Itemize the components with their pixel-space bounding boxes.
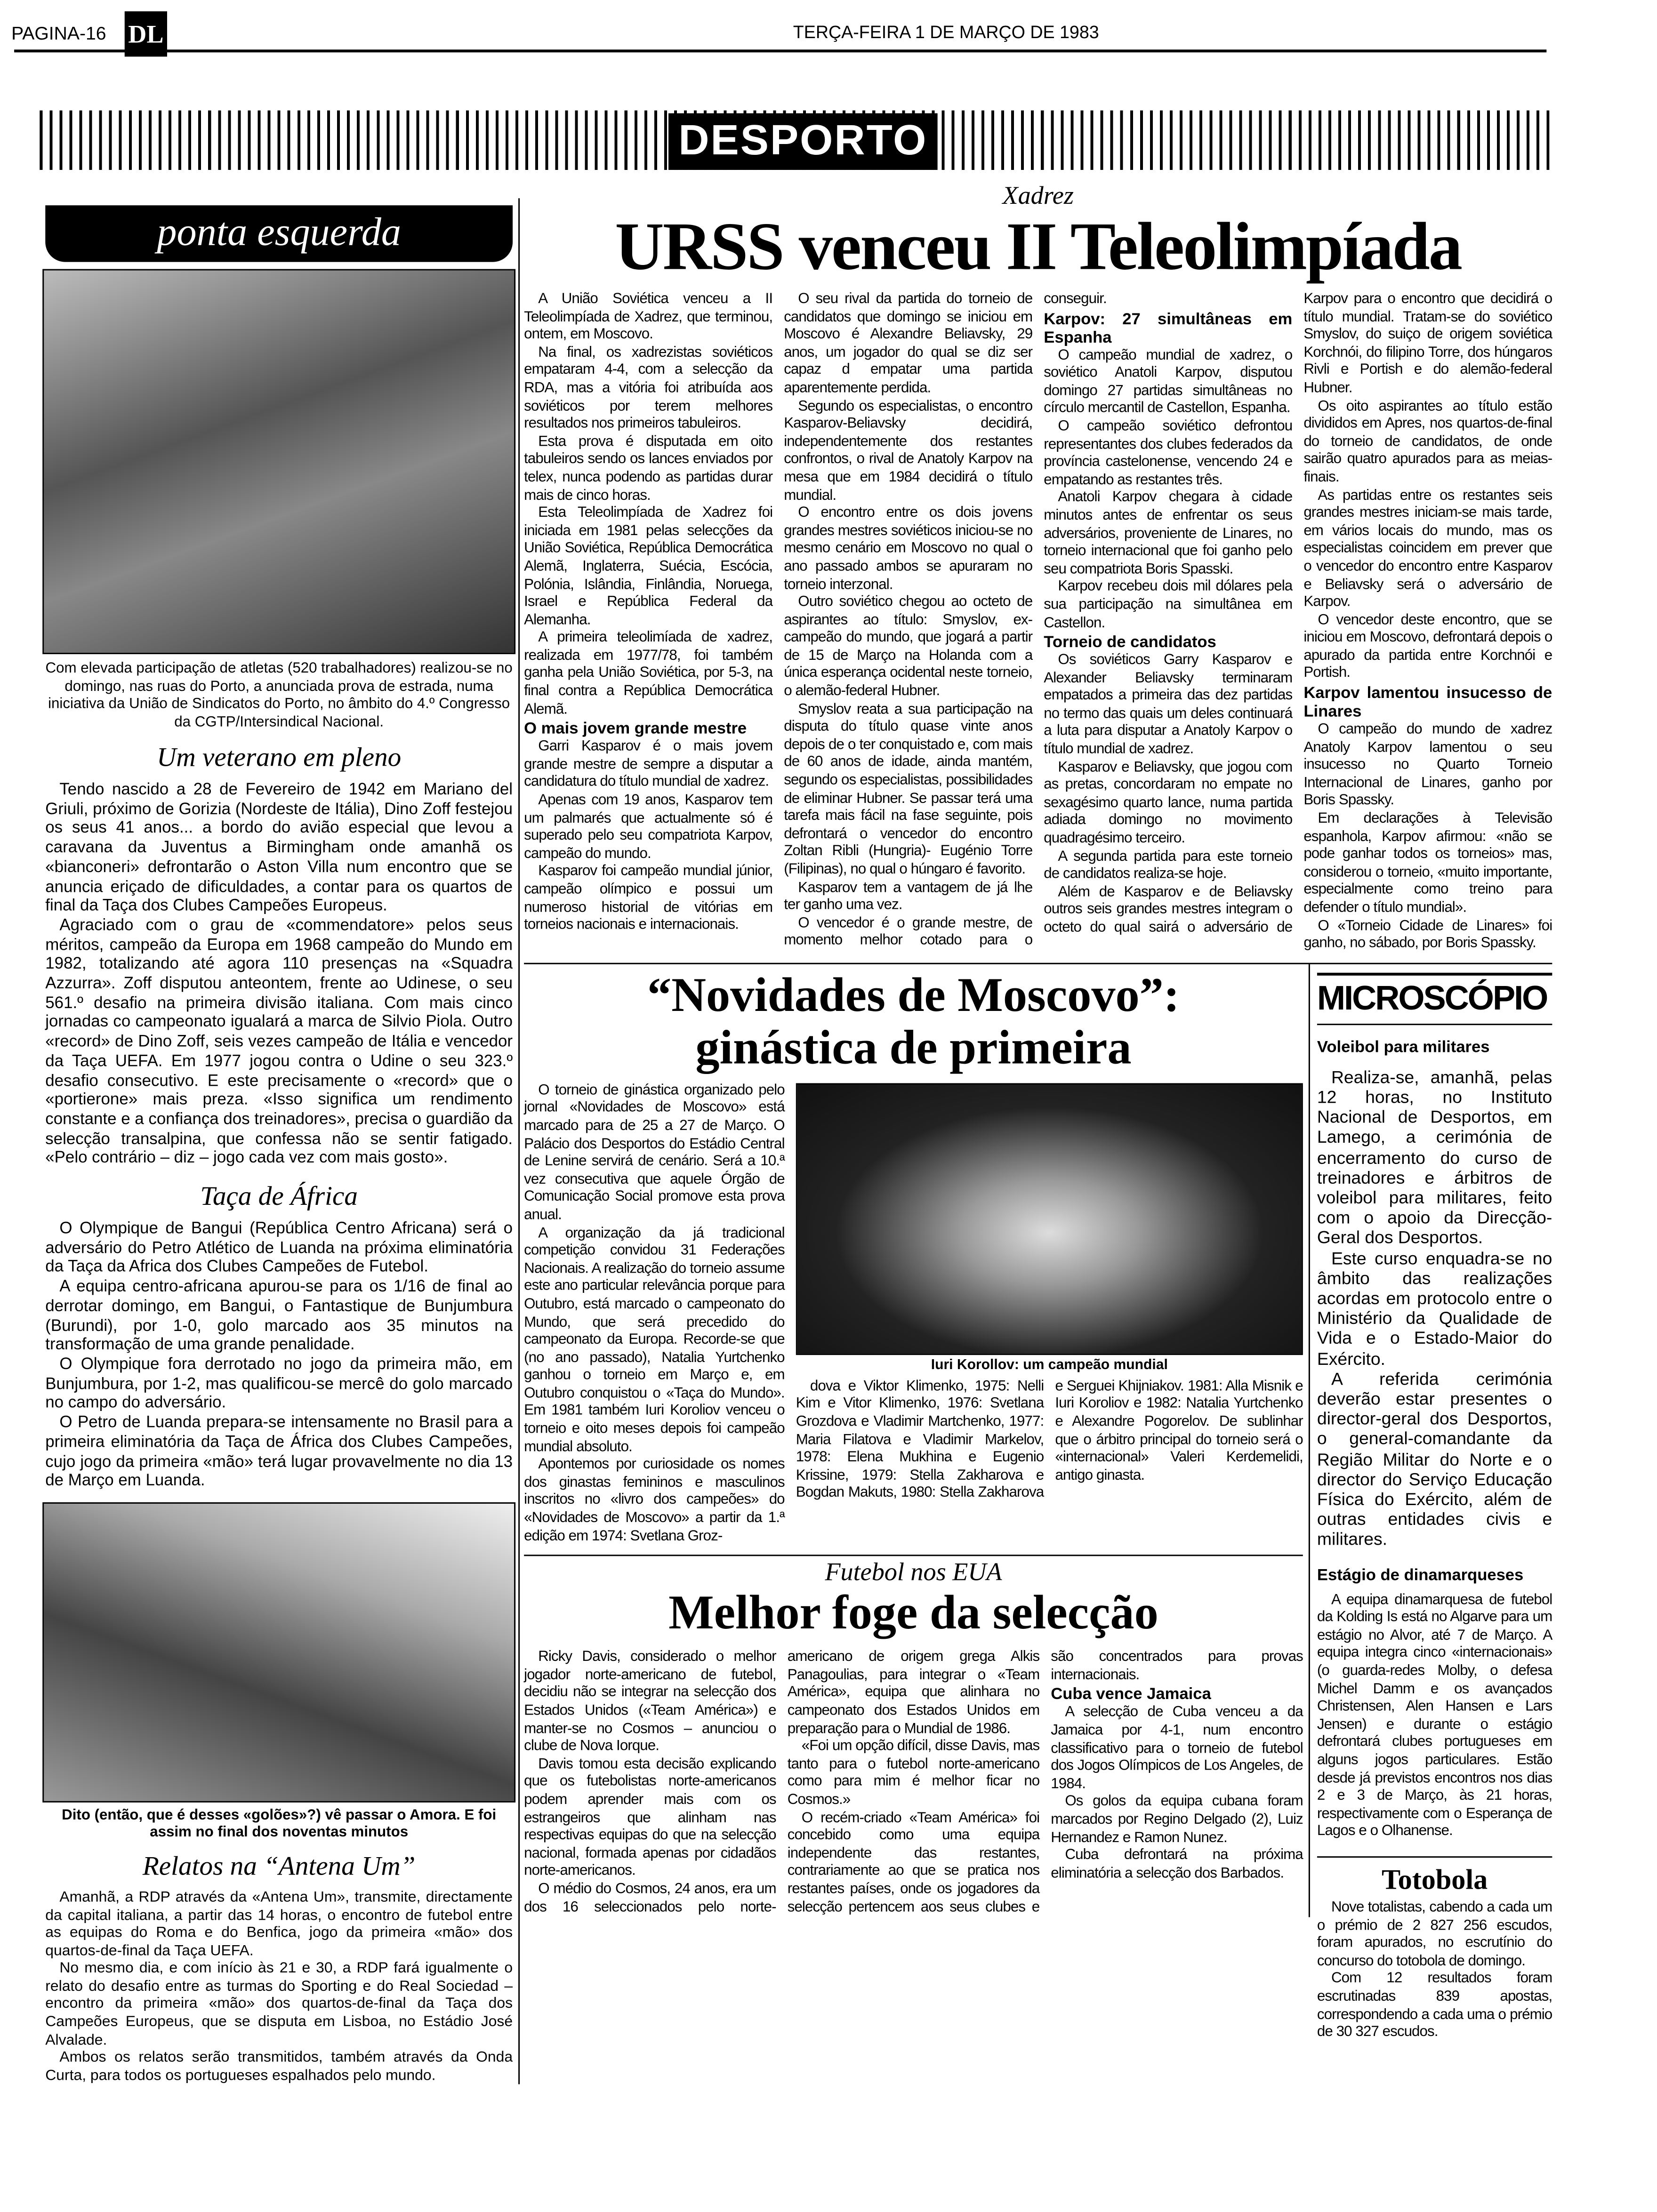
paragraph: A equipa centro-africana apurou-se para os 1/16 de final ao derrotar domingo, em Bangui, o Fantastique de Bunjumbura (Burundi), por 1-0, golo marcado aos 35 minutos na transformação de uma grande penalidade.: [45, 1277, 513, 1354]
paragraph: Outro soviético chegou ao octeto de aspirantes ao título: Smyslov, ex-campeão do mundo, que jogará a partir de 15 de Março na Holanda com a única esperança ocidental neste torneio, o alemão-federal Hubner.: [784, 594, 1033, 700]
paragraph: Com 12 resultados foram escrutinadas 839 apostas, correspondendo a cada uma o prémio de 30 327 escudos.: [1317, 1971, 1552, 2041]
paragraph: O médio do Cosmos, 24 anos, era um dos 16 seleccionados pelo norte-americano de origem grega Alkis Panagoulias, para integrar o «Team América», equipa que alinhara no campeonato dos Estados Unidos em preparação para o Mundial de 1986.: [524, 1650, 1040, 1915]
photo-road-race: [42, 269, 515, 654]
paragraph: «Foi um opção difícil, disse Davis, mas tanto para o futebol norte-americano como para mim é melhor ficar no Cosmos.»: [787, 1739, 1040, 1808]
paragraph: O encontro entre os dois jovens grandes mestres soviéticos iniciou-se no mesmo cenário em Moscovo no qual o ano passado ambos se apuraram no torneio interzonal.: [784, 505, 1033, 593]
paragraph: Davis tomou esta decisão explicando que os futebolistas norte-americanos podem aprender mais com os estrangeiros que alinham nas respectivas equipas do que na selecção nacional, formada apenas por cidadãos norte-americanos.: [524, 1756, 776, 1880]
paragraph: No mesmo dia, e com início às 21 e 30, a RDP fará igualmente o relato do desafio entre as turmas do Sporting e do Real Sociedad – encontro da primeira «mão» dos quartos-de-final da Taça dos Campeões Europeus, que se disputa em Lisboa, no Estádio José Alvalade.: [45, 1960, 513, 2049]
paragraph: A equipa dinamarquesa de futebol da Kolding Is está no Algarve para um estágio no Alvor, até 7 de Março. A equipa integra cinco «internacionais» (o guarda-redes Molby, o defesa Michel Damm e os avançados Christensen, Alen Hansen e Lars Jensen) e durante o estágio defrontará clubes portugueses em alguns jogos particulares. Estão desde já previstos encontros nos dias 2 e 3 de Março, às 21 horas, respectivamente com o Esperança de Lagos e o Olhanense.: [1317, 1592, 1552, 1840]
paragraph: Anatoli Karpov chegara à cidade minutos antes de enfrentar os seus adversários, proveniente de Linares, no torneio internacional que foi ganho pelo seu compatriota Boris Spasski.: [1044, 490, 1293, 577]
microscopio-column: [1310, 964, 1552, 2043]
article-title: Um veterano em pleno: [157, 743, 402, 773]
brief-body: [1317, 1900, 1552, 2043]
paragraph: Realiza-se, amanhã, pelas 12 horas, no Instituto Nacional de Desportos, em Lamego, a cerimónia de encerramento do curso de treinadores e árbitros de voleibol para militares, feito com o apoio da Direcção-Geral dos Desportos.: [1317, 1067, 1552, 1248]
subheading: Karpov: 27 simultâneas em Espanha: [1044, 311, 1293, 346]
issue-date: TERÇA-FEIRA 1 DE MARÇO DE 1983: [793, 23, 1099, 43]
paragraph: Em declarações à Televisão espanhola, Karpov afirmou: «não se pode ganhar todos os torneios» mas, considerou o torneio, «muito importante, especialmente como treino para defender o título mundial».: [1303, 811, 1552, 916]
paragraph: Nove totalistas, cabendo a cada um o prémio de 2 827 256 escudos, foram apurados, no escrutínio do concurso do totobola de domingo.: [1317, 1900, 1552, 1970]
paragraph: O torneio de ginástica organizado pelo jornal «Novidades de Moscovo» está marcado para de 25 a 27 de Março. O Palácio dos Desportos do Estádio Central de Lenine servirá de cenário. Será a 10.ª vez consecutiva que aquele Órgão de Comunicação Social promove esta prova anual.: [524, 1082, 785, 1224]
subheading: Torneio de candidatos: [1044, 634, 1216, 652]
paragraph: O campeão do mundo de xadrez Anatoly Karpov lamentou o seu insucesso no Quarto Torneio Internacional de Linares, ganho por Boris Spassky.: [1303, 722, 1552, 809]
photo-caption: Iuri Korollov: um campeão mundial: [931, 1357, 1168, 1373]
paragraph: Agraciado com o grau de «commendatore» pelos seus méritos, campeão da Europa em 1968 campeão do Mundo em 1982, totalizando até agora 110 presenças na «Squadra Azzurra». Zoff disputou anteontem, frente ao Udinese, o seu 561.º desafio na primeira divisão italiana. Com mais cinco jornadas co campeonato igualará a marca de Silvio Piola. Outro «record» de Dino Zoff, seis vezes campeão de Itália e vencedor da Taça UEFA. Em 1977 jogou contra o Udine o seu 323.º desafio consecutivo. E este precisamente o «record» que o «portierone» mais preza. «Isso significa um rendimento constante e a confiança dos treinadores», precisa o guardião da selecção transalpina, que confessa não se sentir fatigado. «Pelo contrário – diz – jogo cada vez com mais gosto».: [45, 916, 513, 1168]
paragraph: O campeão mundial de xadrez, o soviético Anatoli Karpov, disputou domingo 27 partidas simultâneas no círculo mercantil de Castellon, Espanha.: [1044, 347, 1293, 417]
paragraph: O vencedor deste encontro, que se iniciou em Moscovo, defrontará depois o apurado da partida entre Korchnói e Portish.: [1303, 612, 1552, 682]
microscopio-logo: MICROSCÓPIO: [1317, 972, 1552, 1025]
paragraph: Karpov recebeu dois mil dólares pela sua participação na simultânea em Castellon.: [1044, 579, 1293, 631]
paragraph: O campeão soviético defrontou representantes dos clubes federados da província castelonense, vencendo 24 e empatando as restantes três.: [1044, 419, 1293, 489]
paragraph: A primeira teleolimíada de xadrez, realizada em 1977/78, foi também ganha pela União Soviética, por 5-3, na final contra a República Democrática Alemã.: [524, 630, 773, 718]
subheading: Karpov lamentou insucesso de Linares: [1303, 685, 1552, 721]
paragraph: As partidas entre os restantes seis grandes mestres iniciam-se mais tarde, em vários locais do mundo, mas os especialistas coincidem em prever que o vencedor do encontro entre Kasparov e Beliavsky será o adversário de Karpov.: [1303, 488, 1552, 610]
section-title: DESPORTO: [668, 113, 938, 170]
left-column: [40, 198, 520, 2085]
headline: Melhor foge da selecção: [668, 1587, 1158, 1640]
article-body: [524, 292, 1552, 954]
paragraph: Kasparov tem a vantagem de já lhe ter ganho uma vez.: [784, 880, 1033, 914]
article-kicker: Xadrez: [1002, 181, 1074, 210]
article-body: [524, 1083, 785, 1547]
paragraph: Este curso enquadra-se no âmbito das realizações acordas em protocolo entre o Ministério da Qualidade de Vida e o Estado-Maior do Exército.: [1317, 1248, 1552, 1369]
paragraph: A União Soviética venceu a II Teleolimpíada de Xadrez, que terminou, ontem, em Moscovo.: [524, 291, 773, 343]
paragraph: Smyslov reata a sua participação na disputa do título quase vinte anos depois de o ter conquistado e, com mais de 60 anos de idade, ainda mantém, segundo os especialistas, possibilidades de eliminar Hubner. Se passar terá uma tarefa mais fácil na fase seguinte, pois defrontará o vencedor do encontro Zoltan Ribli (Hungria)- Eugénio Torre (Filipinas), no qual o húngaro é favorito.: [784, 702, 1033, 878]
article-title: Relatos na “Antena Um”: [142, 1851, 416, 1882]
paragraph: Os golos da equipa cubana foram marcados por Regino Delgado (2), Luiz Hernandez e Ramon Nunez.: [1051, 1794, 1303, 1846]
brief-body: [1317, 1593, 1552, 1842]
article-kicker: Futebol nos EUA: [825, 1558, 1002, 1587]
paragraph: Tendo nascido a 28 de Fevereiro de 1942 em Mariano del Griuli, próximo de Gorizia (Nordeste de Itália), Dino Zoff festejou os seus 41 anos... a bordo do avião especial que levou a caravana da Juventus a Birmingham onde amanhã os «bianconeri» defrontarão o Aston Villa num encontro que se anuncia eriçado de dificuldades, a contar para os quartos de final da Taça dos Clubes Campeões Europeus.: [45, 780, 513, 915]
headline-line: “Novidades de Moscovo”:: [647, 970, 1180, 1022]
paragraph: Esta prova é disputada em oito tabuleiros sendo os lances enviados por telex, nunca podendo as partidas durar mais de cinco horas.: [524, 434, 773, 504]
photo-caption: Com elevada participação de atletas (520 trabalhadores) realizou-se no domingo, nas ruas do Porto, a anunciada prova de estrada, numa iniciativa da União de Sindicatos do Porto, no âmbito do 4.º Congresso da CGTP/Intersindical Nacional.: [45, 661, 513, 730]
paragraph: Os soviéticos Garry Kasparov e Alexander Beliavsky terminaram empatados a primeira das dez partidas no termo das quais um deles continuará a luta para disputar a Anatoly Karpov o título mundial de xadrez.: [1044, 653, 1293, 758]
paragraph: Ambos os relatos serão transmitidos, também através da Onda Curta, para todos os portugueses espalhados pelo mundo.: [45, 2049, 513, 2084]
brief-body: [1317, 1067, 1552, 1550]
paragraph: Amanhã, a RDP através da «Antena Um», transmite, directamente da capital italiana, a partir das 14 horas, o encontro de futebol entre as equipas do Roma e do Benfica, jogo da primeira «mão» dos quartos-de-final da Taça UEFA.: [45, 1889, 513, 1959]
paragraph: Kasparov foi campeão mundial júnior, campeão olímpico e possui um numeroso historial de vitórias em torneios nacionais e internacionais.: [524, 864, 773, 934]
newspaper-logo: DL: [125, 11, 167, 56]
paragraph: O «Torneio Cidade de Linares» foi ganho, no sábado, por Boris Spassky.: [1303, 918, 1552, 952]
paragraph: O recém-criado «Team América» foi concebido como uma equipa independente das restantes, contrariamente ao que se pratica nos restantes países, onde os jogadores da selecção pertencem aos seus clubes e são concentrados para provas internacionais.: [787, 1650, 1303, 1915]
paragraph: A organização da já tradicional competição convidou 31 Federações Nacionais. A realização do torneio assume este ano particular relevância porque para Outubro, está marcado o campeonato do Mundo, que será precedido do campeonato da Europa. Recorde-se que (no ano passado), Natalia Yurtchenko ganhou o torneio em Março e, em Outubro conquistou o «Taça do Mundo». Em 1981 também Iuri Koroliov venceu o torneio e oito meses depois foi campeão mundial absoluto.: [524, 1225, 785, 1455]
paragraph: A referida cerimónia deverão estar presentes o director-geral dos Desportos, o general-comandante da Região Militar do Norte e o director do Serviço Educação Física do Exército, além de outras entidades civis e militares.: [1317, 1369, 1552, 1550]
totobola-box: [1317, 1856, 1552, 2043]
photo-caption: Dito (então, que é desses «golões»?) vê passar o Amora. E foi assim no final dos noventas minutos: [62, 1808, 497, 1842]
article-body: [796, 1379, 1303, 1504]
paragraph: Na final, os xadrezistas soviéticos empataram 4-4, com a selecção da RDA, mas a vitória foi atribuída aos soviéticos por terem melhores resultados nos primeiros tabuleiros.: [524, 345, 773, 433]
paragraph: A selecção de Cuba venceu a da Jamaica por 4-1, num encontro classificativo para o torneio de futebol dos Jogos Olímpicos de Los Angeles, de 1984.: [1051, 1705, 1303, 1793]
article-body: [40, 780, 518, 1169]
subheading: Cuba vence Jamaica: [1051, 1687, 1211, 1704]
brief-title: Totobola: [1382, 1865, 1488, 1896]
paragraph: Segundo os especialistas, o encontro Kasparov-Beliavsky decidirá, independentemente dos restantes confrontos, o rival de Anatoly Karpov na mesa que em 1984 decidirá o título mundial.: [784, 399, 1033, 504]
paragraph: O Olympique de Bangui (República Centro Africana) será o adversário do Petro Atlético de Luanda na próxima eliminatória da Taça da Africa dos Clubes Campeões de Futebol.: [45, 1219, 513, 1277]
subheading: O mais jovem grande mestre: [524, 721, 747, 738]
headline: [524, 970, 1303, 1074]
gymnastics-right: [796, 1083, 1303, 1504]
paragraph: Cuba defrontará na próxima eliminatória a selecção dos Barbados.: [1051, 1848, 1303, 1882]
headline-line: ginástica de primeira: [695, 1022, 1132, 1074]
headline: URSS venceu II Teleolimpíada: [615, 209, 1461, 285]
paragraph: Garri Kasparov é o mais jovem grande mestre de sempre a disputar a candidatura do título mundial de xadrez.: [524, 739, 773, 791]
paragraph: O vencedor é o grande mestre, de momento melhor cotado para o conseguir.: [784, 291, 1107, 949]
gymnastics-article: [524, 1083, 1303, 1547]
paragraph: O Petro de Luanda prepara-se intensamente no Brasil para a primeira eliminatória da Taça de África dos Clubes Campeões, cujo jogo da primeira «mão» terá lugar provavelmente no dia 13 de Março em Luanda.: [45, 1413, 513, 1490]
paragraph: Além de Kasparov e de Beliavsky outros seis grandes mestres integram o octeto do qual sairá o adversário de Karpov para o encontro que decidirá o título mundial. Tratam-se do soviético Smyslov, do suiço de origem soviética Korchnói, do filipino Torre, dos húngaros Rivli e Portish e do alemão-federal Hubner.: [1044, 291, 1552, 936]
header-rule: [14, 49, 1546, 52]
main-region: [524, 181, 1552, 2043]
article-body: [40, 1219, 518, 1491]
lower-left: [524, 964, 1310, 1917]
page-number: PAGINA-16: [11, 23, 106, 44]
article-title: Taça de África: [200, 1182, 358, 1212]
brief-title: Voleibol para militares: [1317, 1039, 1490, 1056]
column-title: ponta esquerda: [45, 205, 513, 262]
paragraph: O Olympique fora derrotado no jogo da primeira mão, em Bunjumbura, por 1-2, mas qualificou-se mercê do golo marcado no campo do adversário.: [45, 1355, 513, 1412]
lower-region: [524, 962, 1552, 2043]
photo-football-match: [42, 1502, 515, 1803]
paragraph: Kasparov e Beliavsky, que jogou com as pretas, concordaram no empate no sexagésimo quarto lance, numa partida adiada domingo no movimento quadragésimo terceiro.: [1044, 760, 1293, 847]
paragraph: O seu rival da partida do torneio de candidatos que domingo se iniciou em Moscovo é Alexandre Beliavsky, 29 anos, um jogador do qual se diz ser capaz d empatar uma partida aparentemente perdida.: [784, 291, 1033, 397]
photo-gymnast: [796, 1083, 1303, 1355]
paragraph: A segunda partida para este torneio de candidatos realiza-se hoje.: [1044, 849, 1293, 882]
paragraph: dova e Viktor Klimenko, 1975: Nelli Kim e Vitor Klimenko, 1976: Svetlana Grozdova e Vladimir Martchenko, 1977: Maria Filatova e Vladimir Markelov, 1978: Elena Mukhina e Eugenio Krissine, 1979: Stella Zakharova e Bogdan Makuts, 1980: Stella Zakharova e Serguei Khijniakov. 1981: Alla Misnik e Iuri Koroliov e 1982: Natalia Yurtchenko e Alexandre Pogorelov. De sublinhar que o árbitro principal do torneio será o «internacional» Valeri Kerdemelidi, antigo ginasta.: [796, 1378, 1303, 1502]
paragraph: Os oito aspirantes ao título estão divididos em Apres, nos quartos-de-final do torneio de candidatos, de onde sairão quatro apurados para as meias-finais.: [1303, 399, 1552, 486]
paragraph: Apontemos por curiosidade os nomes dos ginastas femininos e masculinos inscritos no «livro dos campeões» do «Novidades de Moscovo» a partir da 1.ª edição em 1974: Svetlana Groz-: [524, 1457, 785, 1545]
article-body: [40, 1889, 518, 2085]
paragraph: Esta Teleolimpíada de Xadrez foi iniciada em 1981 pelas selecções da União Soviética, República Democrática Alemã, Inglaterra, Suécia, Escócia, Polónia, Islândia, Finlândia, Noruega, Israel e República Federal da Alemanha.: [524, 505, 773, 628]
paragraph: Ricky Davis, considerado o melhor jogador norte-americano de futebol, decidiu não se integrar na selecção dos Estados Unidos («Team América») e manter-se no Cosmos – anunciou o clube de Nova Iorque.: [524, 1650, 776, 1755]
article-body: [524, 1650, 1303, 1917]
paragraph: Apenas com 19 anos, Kasparov tem um palmarés que actualmente só é superado pelo seu compatriota Karpov, campeão do mundo.: [524, 793, 773, 862]
brief-title: Estágio de dinamarqueses: [1317, 1567, 1524, 1584]
